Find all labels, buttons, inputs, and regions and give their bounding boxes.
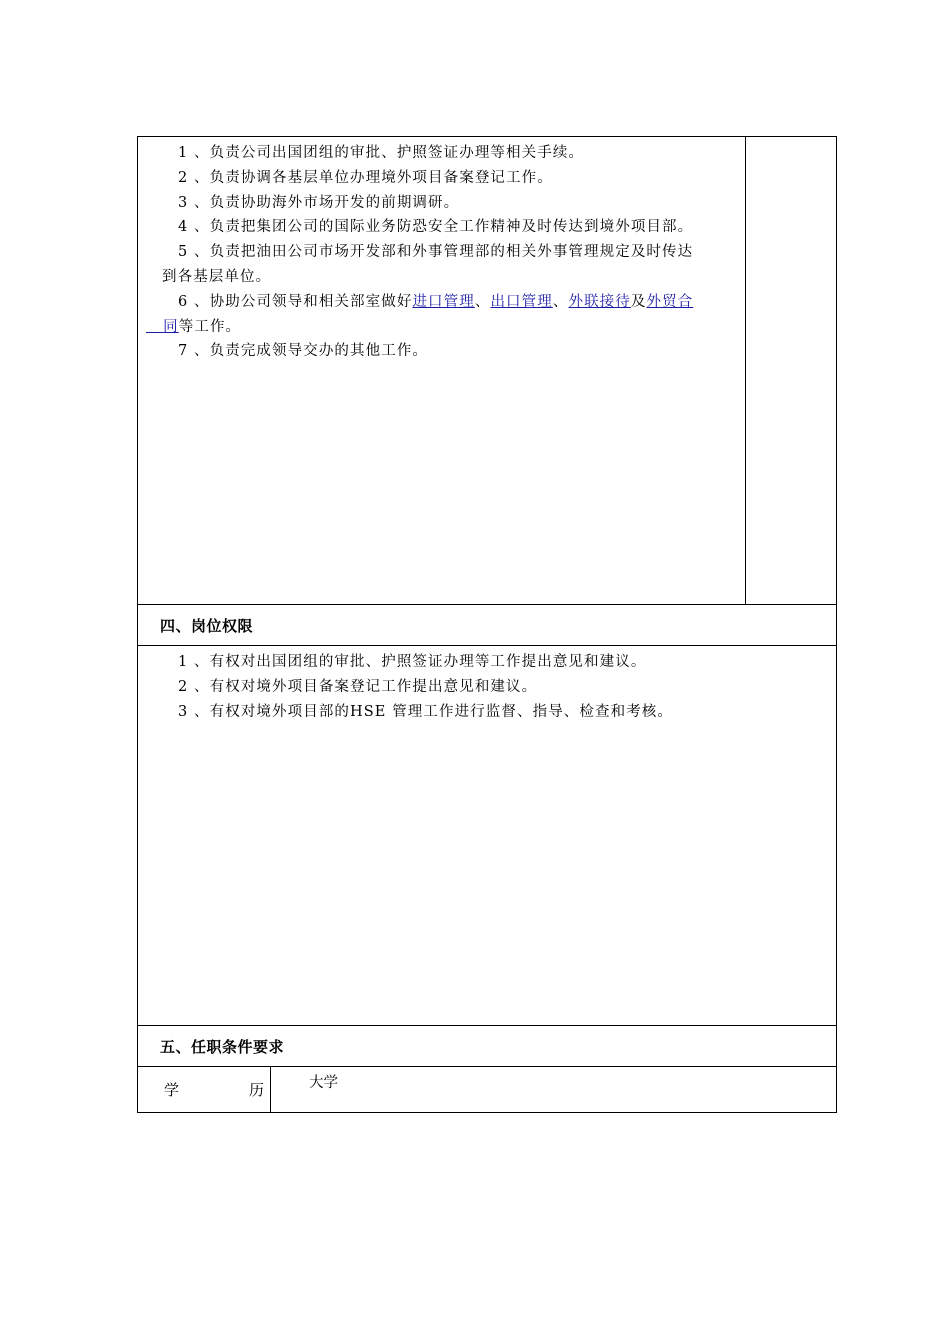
- duties-cell: [138, 137, 746, 605]
- duty-item-3: 3 、负责协助海外市场开发的前期调研。: [178, 194, 460, 211]
- duty-item-6-sep1: 、: [474, 293, 491, 310]
- link-import-management[interactable]: 进口管理: [412, 293, 475, 310]
- rights-item-1: 1 、有权对出国团组的审批、护照签证办理等工作提出意见和建议。: [178, 654, 647, 670]
- link-external-reception[interactable]: 外联接待: [568, 293, 631, 310]
- rights-item-2: 2 、有权对境外项目备案登记工作提出意见和建议。: [178, 678, 538, 695]
- link-foreign-trade-contract[interactable]: 外贸合: [646, 293, 694, 310]
- duties-row: [138, 137, 837, 605]
- duty-item-6-line2: [142, 315, 741, 340]
- section5-header-row: [138, 1026, 837, 1067]
- duty-item-2: 2 、负责协调各基层单位办理境外项目备案登记工作。: [178, 169, 553, 186]
- duty-item-5-line1: 5 、负责把油田公司市场开发部和外事管理部的相关外事管理规定及时传达: [178, 244, 694, 261]
- education-label: [164, 1079, 264, 1100]
- duty-item-5-line2: 到各基层单位。: [162, 268, 272, 285]
- link-foreign-trade-contract-cont[interactable]: 同: [163, 318, 179, 335]
- duty-item-6-sep3: 及: [630, 293, 647, 310]
- duty-item-4: 4 、负责把集团公司的国际业务防恐安全工作精神及时传达到境外项目部。: [178, 219, 694, 236]
- duty-item-6-sep2: 、: [552, 293, 569, 310]
- duty-item-7: 7 、负责完成领导交办的其他工作。: [178, 343, 429, 360]
- duty-item-1: 1 、负责公司出国团组的审批、护照签证办理等相关手续。: [178, 145, 585, 161]
- duty-item-6-prefix: 6 、协助公司领导和相关部室做好: [178, 293, 413, 310]
- link-export-management[interactable]: 出口管理: [490, 293, 553, 310]
- rights-row: [138, 646, 837, 1026]
- section5-title: 五、任职条件要求: [138, 1026, 837, 1067]
- rights-cell: [138, 646, 837, 1026]
- education-label-left: 学: [164, 1081, 180, 1099]
- section4-header-row: [138, 605, 837, 646]
- job-description-table: [137, 136, 837, 1113]
- duties-side-cell: [746, 137, 837, 605]
- education-row: [138, 1067, 837, 1113]
- section4-title: 四、岗位权限: [138, 605, 837, 646]
- education-label-right: 历: [248, 1081, 264, 1099]
- education-label-cell: [138, 1067, 271, 1113]
- rights-item-3: 3 、有权对境外项目部的HSE 管理工作进行监督、指导、检查和考核。: [178, 703, 674, 720]
- duty-item-6-suffix: 等工作。: [178, 318, 242, 335]
- education-value: 大学: [271, 1067, 837, 1113]
- duty-item-6-line1: [142, 290, 741, 315]
